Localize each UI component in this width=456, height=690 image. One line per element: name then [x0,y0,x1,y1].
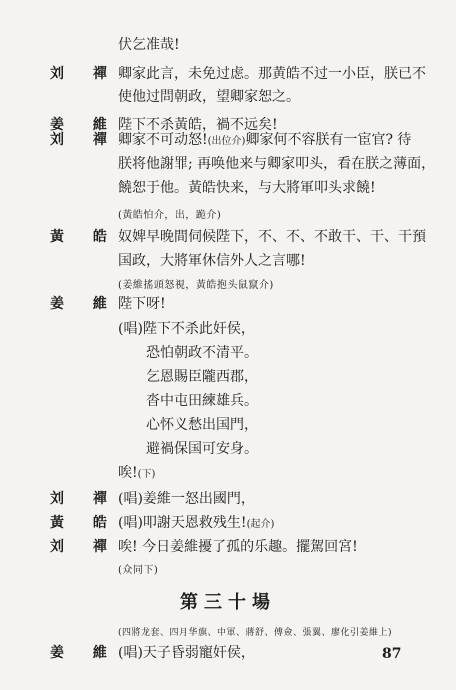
verse-line [0,438,456,462]
line-text: 恐怕朝政不清平。 [146,345,258,361]
page-number: 87 [382,646,402,662]
stage-direction: (出位介) [207,136,246,147]
speaker-name: 刘 禪 [50,539,119,555]
speaker-name: 姜 維 [50,117,119,133]
line-text: 朕将他謝罪; 再唤他来与卿家叩头，看在朕之薄面， [118,156,436,172]
line-text: 沓中屯田練雄兵。 [146,393,258,409]
line-text: 奴婢早晚間伺候陛下，不、不、不敢干、干、干預 [118,229,426,245]
dialogue-line [0,129,456,153]
dialogue-line [0,34,456,58]
line-text-part: 卿家何不容朕有一宦官? 待 [245,132,412,148]
line-text [118,129,446,153]
dialogue-line [0,226,456,250]
line-text: 心怀义愁出国門， [146,417,258,433]
dialogue-line [0,512,456,536]
speaker-name: 刘 禪 [50,66,119,82]
speaker-name: 刘 禪 [50,491,119,507]
dialogue-line [0,293,456,317]
line-text [118,462,446,486]
verse-line [0,414,456,438]
line-text [118,512,446,536]
verse-line [0,366,456,390]
dialogue-line [0,462,456,486]
line-text: 使他过問朝政，望卿家恕之。 [118,89,300,105]
speaker-name: 刘 禪 [50,132,119,148]
line-text-part: 唉! [118,465,138,481]
dialogue-line [0,63,456,87]
line-text: 陛下呀! [118,296,166,312]
line-text: 伏乞准哉! [118,37,180,53]
speaker-name: 姜 維 [50,645,119,661]
line-text: 卿家此言，未免过虑。那黄皓不过一小臣，朕已不 [118,66,426,82]
scene-title: 第三十場 [180,592,276,613]
dialogue-line [0,250,456,274]
stage-direction-row [0,560,456,584]
stage-direction: (黃皓怕介，出，跪介) [118,210,222,221]
speaker-name: 黃 皓 [50,515,119,531]
line-text: 乞恩賜臣隴西郡， [146,369,258,385]
line-text: 唉! 今日姜維擾了孤的乐趣。擺駕回宮! [118,539,358,555]
line-text: 国政，大將軍休信外人之言哪! [118,253,306,269]
verse-line [0,342,456,366]
stage-direction: (四將龙套、四月华旗、中軍、蔣舒、傅僉、張翼、廖化引姜維上) [118,628,393,638]
line-text: (唱)天子昏弱寵奸侯， [118,645,255,661]
dialogue-line [0,536,456,560]
dialogue-line [0,153,456,177]
speaker-name: 黃 皓 [50,229,119,245]
line-text: 避禍保国可安身。 [146,441,258,457]
line-text: (唱)陛下不杀此奸侯， [118,321,255,337]
stage-direction: (众同下) [118,565,159,576]
dialogue-line [0,318,456,342]
dialogue-line [0,177,456,201]
line-text: 饒恕于他。黃皓快来，与大將軍叩头求饒! [118,180,376,196]
dialogue-line [0,488,456,512]
dialogue-line [0,86,456,110]
stage-direction: (下) [137,469,156,480]
line-text: (唱)姜維一怒出國門， [118,491,255,507]
stage-direction: (姜維搖頭怒視，黃皓抱头鼠竄介) [118,280,274,291]
speaker-name: 姜 維 [50,296,119,312]
line-text-part: 卿家不可动怒! [118,132,208,148]
line-text: 陛下不杀黃皓，禍不远矣! [118,117,278,133]
line-text-part: (唱)叩謝天恩救残生! [118,515,247,531]
stage-direction: (起介) [246,519,275,530]
verse-line [0,390,456,414]
